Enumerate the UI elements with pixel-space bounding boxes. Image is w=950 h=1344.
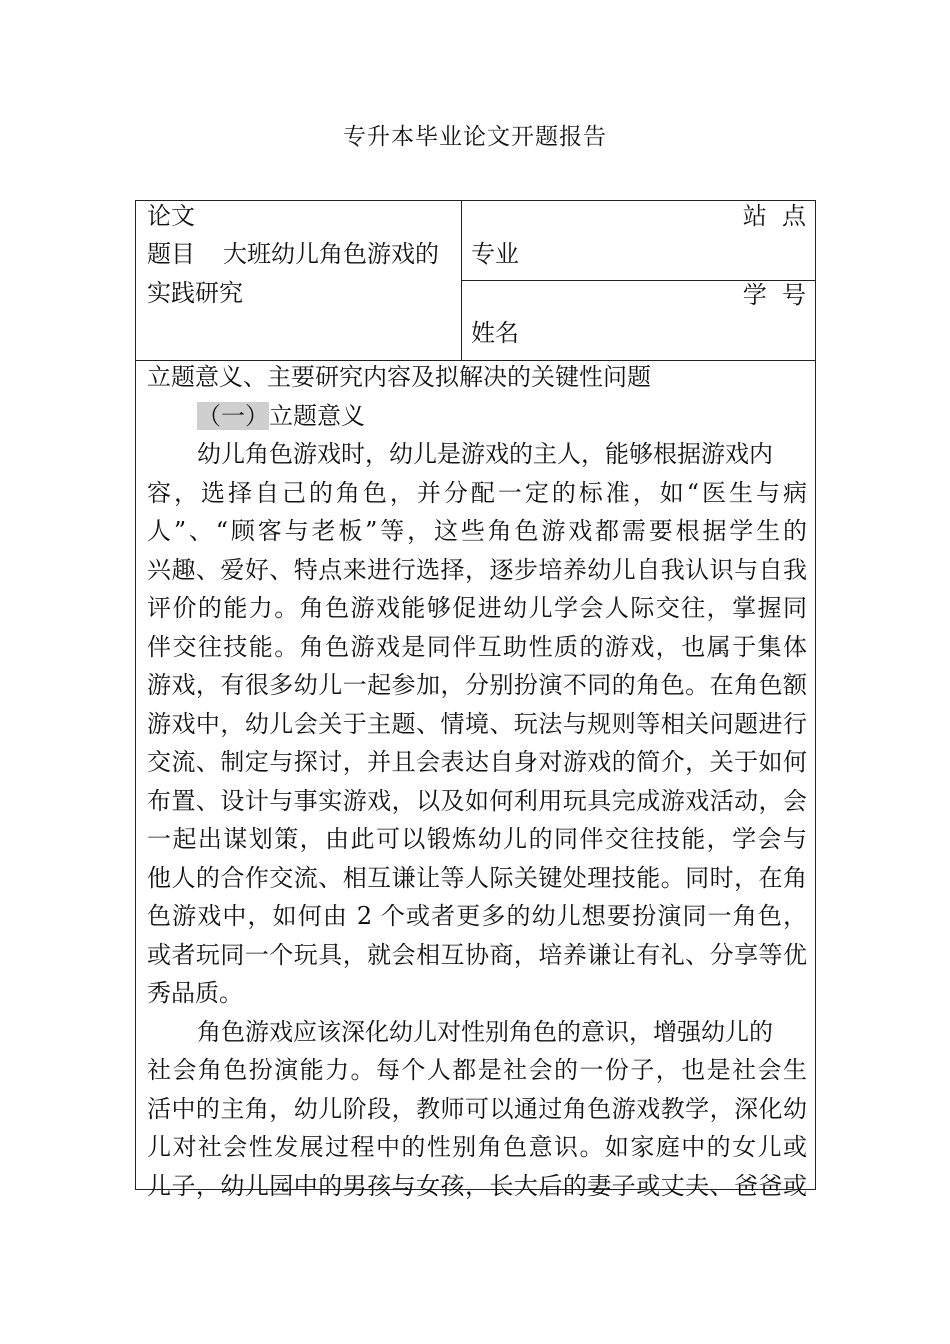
paragraph-line: 游戏中，幼儿会关于主题、情境、玩法与规则等相关问题进行 bbox=[147, 709, 807, 738]
major-label: 专业 bbox=[471, 240, 519, 268]
student-id-label: 学 号 bbox=[742, 281, 806, 309]
paragraph-line: 幼儿角色游戏时，幼儿是游戏的主人，能够根据游戏内 bbox=[197, 440, 773, 468]
subheading-text: 立题意义 bbox=[269, 401, 365, 430]
paragraph-line: 儿对社会性发展过程中的性别角色意识。如家庭中的女儿或 bbox=[147, 1133, 807, 1161]
paragraph-line: 布置、设计与事实游戏，以及如何利用玩具完成游戏活动，会 bbox=[147, 786, 807, 815]
paragraph-line: 或者玩同一个玩具，就会相互协商，培养谦让有礼、分享等优 bbox=[147, 940, 807, 969]
paragraph-line: 活中的主角，幼儿阶段，教师可以通过角色游戏教学，深化幼 bbox=[147, 1094, 807, 1123]
paragraph-line: 容，选择自己的角色，并分配一定的标准，如“医生与病 bbox=[147, 478, 807, 507]
section-heading: 立题意义、主要研究内容及拟解决的关键性问题 bbox=[147, 363, 651, 391]
paragraph-line: 色游戏中，如何由 2 个或者更多的幼儿想要扮演同一角色， bbox=[147, 902, 807, 930]
paragraph-line: 交流、制定与探讨，并且会表达自身对游戏的简介，关于如何 bbox=[147, 748, 807, 776]
subheading bbox=[147, 397, 807, 436]
paragraph-line: 社会角色扮演能力。每个人都是社会的一份子，也是社会生 bbox=[147, 1056, 807, 1084]
paragraph-line: 人”、“顾客与老板”等，这些角色游戏都需要根据学生的 bbox=[147, 517, 807, 545]
thesis-title-label-line1: 论文 bbox=[147, 202, 195, 230]
name-label: 姓名 bbox=[471, 319, 519, 347]
paragraph-line: 角色游戏应该深化幼儿对性别角色的意识，增强幼儿的 bbox=[197, 1017, 773, 1046]
paragraph-line: 游戏，有很多幼儿一起参加，分别扮演不同的角色。在角色额 bbox=[147, 671, 807, 699]
proposal-table bbox=[135, 200, 816, 1200]
thesis-title-value-line2: 实践研究 bbox=[147, 279, 243, 307]
paragraph-line: 秀品质。 bbox=[147, 979, 243, 1007]
paragraph-line: 评价的能力。角色游戏能够促进幼儿学会人际交往，掌握同 bbox=[147, 594, 807, 622]
document-title: 专升本毕业论文开题报告 bbox=[343, 124, 607, 150]
thesis-title-value-line1: 大班幼儿角色游戏的 bbox=[223, 240, 439, 268]
subheading-marker: （一） bbox=[197, 401, 269, 430]
paragraph-line: 伴交往技能。角色游戏是同伴互助性质的游戏，也属于集体 bbox=[147, 632, 807, 661]
paragraph-line: 兴趣、爱好、特点来进行选择，逐步培养幼儿自我认识与自我 bbox=[147, 555, 807, 584]
thesis-title-label-line2: 题目 bbox=[147, 240, 195, 268]
station-label: 站 点 bbox=[742, 202, 806, 230]
section-body bbox=[147, 358, 807, 1205]
paragraph-line: 他人的合作交流、相互谦让等人际关键处理技能。同时，在角 bbox=[147, 863, 807, 892]
paragraph-line: 一起出谋划策，由此可以锻炼幼儿的同伴交往技能，学会与 bbox=[147, 825, 807, 853]
paragraph-line: 儿子，幼儿园中的男孩与女孩，长大后的妻子或丈夫、爸爸或 bbox=[147, 1171, 807, 1200]
